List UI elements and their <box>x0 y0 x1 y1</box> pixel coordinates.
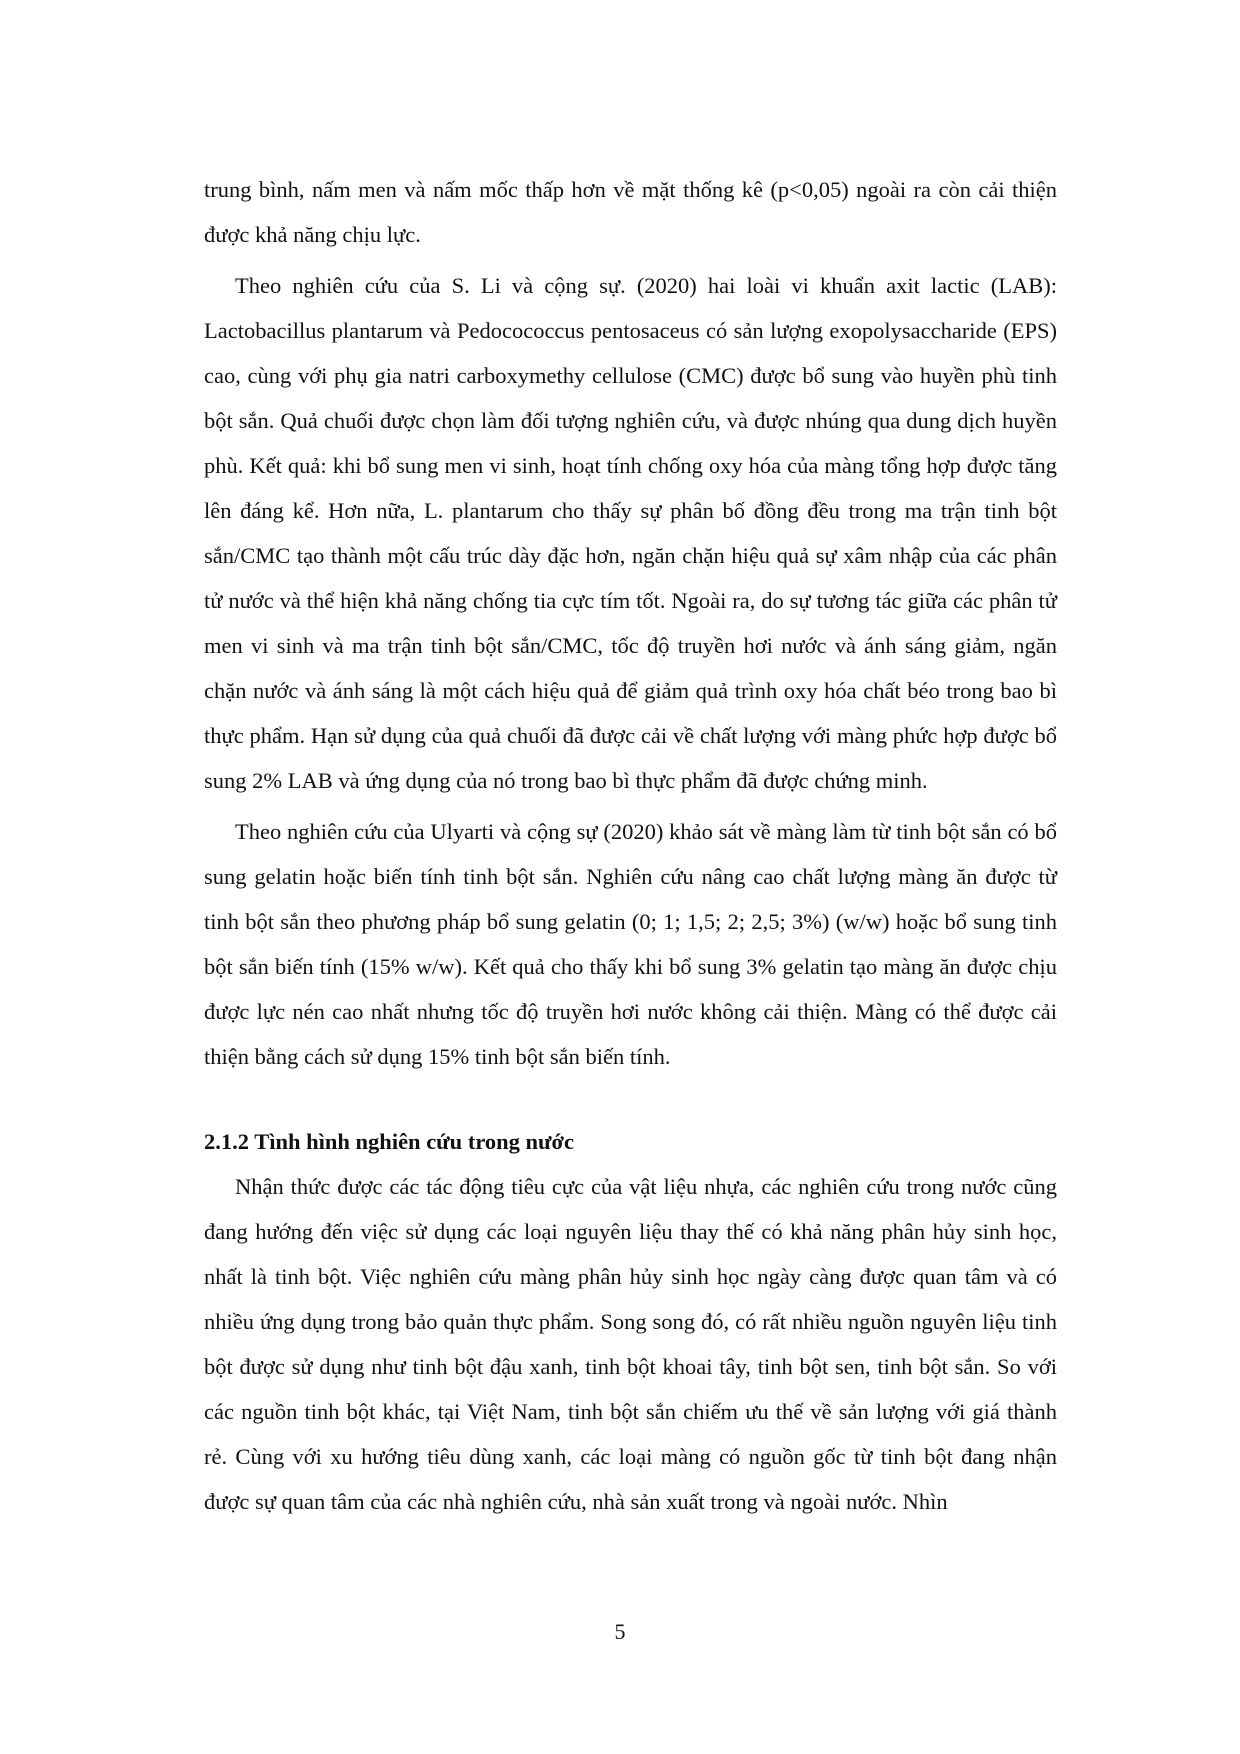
paragraph-continuation: trung bình, nấm men và nấm mốc thấp hơn về mặt thống kê (p<0,05) ngoài ra còn cải thiện được khả năng chịu lực. <box>204 177 1057 247</box>
paragraph-domestic-research: Nhận thức được các tác động tiêu cực của vật liệu nhựa, các nghiên cứu trong nước cũng đang hướng đến việc sử dụng các loại nguyên liệu thay thế có khả năng phân hủy sinh học, nhất là tinh bột. Việc nghiên cứu màng phân hủy sinh học ngày càng được quan tâm và có nhiều ứng dụng trong bảo quản thực phẩm. Song song đó, có rất nhiều nguồn nguyên liệu tinh bột được sử dụng như tinh bột đậu xanh, tinh bột khoai tây, tinh bột sen, tinh bột sắn. So với các nguồn tinh bột khác, tại Việt Nam, tinh bột sắn chiếm ưu thế về sản lượng với giá thành rẻ. Cùng với xu hướng tiêu dùng xanh, các loại màng có nguồn gốc từ tinh bột đang nhận được sự quan tâm của các nhà nghiên cứu, nhà sản xuất trong và ngoài nước. Nhìn <box>204 1174 1057 1514</box>
page-number: 5 <box>614 1619 626 1644</box>
section-heading-2-1-2: 2.1.2 Tình hình nghiên cứu trong nước <box>204 1129 574 1154</box>
paragraph-study-ulyarti: Theo nghiên cứu của Ulyarti và cộng sự (2020) khảo sát về màng làm từ tinh bột sắn có bổ sung gelatin hoặc biến tính tinh bột sắn. Nghiên cứu nâng cao chất lượng màng ăn được từ tinh bột sắn theo phương pháp bổ sung gelatin (0; 1; 1,5; 2; 2,5; 3%) (w/w) hoặc bổ sung tinh bột sắn biến tính (15% w/w). Kết quả cho thấy khi bổ sung 3% gelatin tạo màng ăn được chịu được lực nén cao nhất nhưng tốc độ truyền hơi nước không cải thiện. Màng có thể được cải thiện bằng cách sử dụng 15% tinh bột sắn biến tính. <box>204 819 1057 1069</box>
paragraph-study-s-li: Theo nghiên cứu của S. Li và cộng sự. (2020) hai loài vi khuẩn axit lactic (LAB): Lactobacillus plantarum và Pedocococcus pentosaceus có sản lượng exopolysaccharide (EPS) cao, cùng với phụ gia natri carboxymethy cellulose (CMC) được bổ sung vào huyền phù tinh bột sắn. Quả chuối được chọn làm đối tượng nghiên cứu, và được nhúng qua dung dịch huyền phù. Kết quả: khi bổ sung men vi sinh, hoạt tính chống oxy hóa của màng tổng hợp được tăng lên đáng kể. Hơn nữa, L. plantarum cho thấy sự phân bố đồng đều trong ma trận tinh bột sắn/CMC tạo thành một cấu trúc dày đặc hơn, ngăn chặn hiệu quả sự xâm nhập của các phân tử nước và thể hiện khả năng chống tia cực tím tốt. Ngoài ra, do sự tương tác giữa các phân tử men vi sinh và ma trận tinh bột sắn/CMC, tốc độ truyền hơi nước và ánh sáng giảm, ngăn chặn nước và ánh sáng là một cách hiệu quả để giảm quả trình oxy hóa chất béo trong bao bì thực phẩm. Hạn sử dụng của quả chuối đã được cải về chất lượng với màng phức hợp được bổ sung 2% LAB và ứng dụng của nó trong bao bì thực phẩm đã được chứng minh. <box>204 273 1057 793</box>
